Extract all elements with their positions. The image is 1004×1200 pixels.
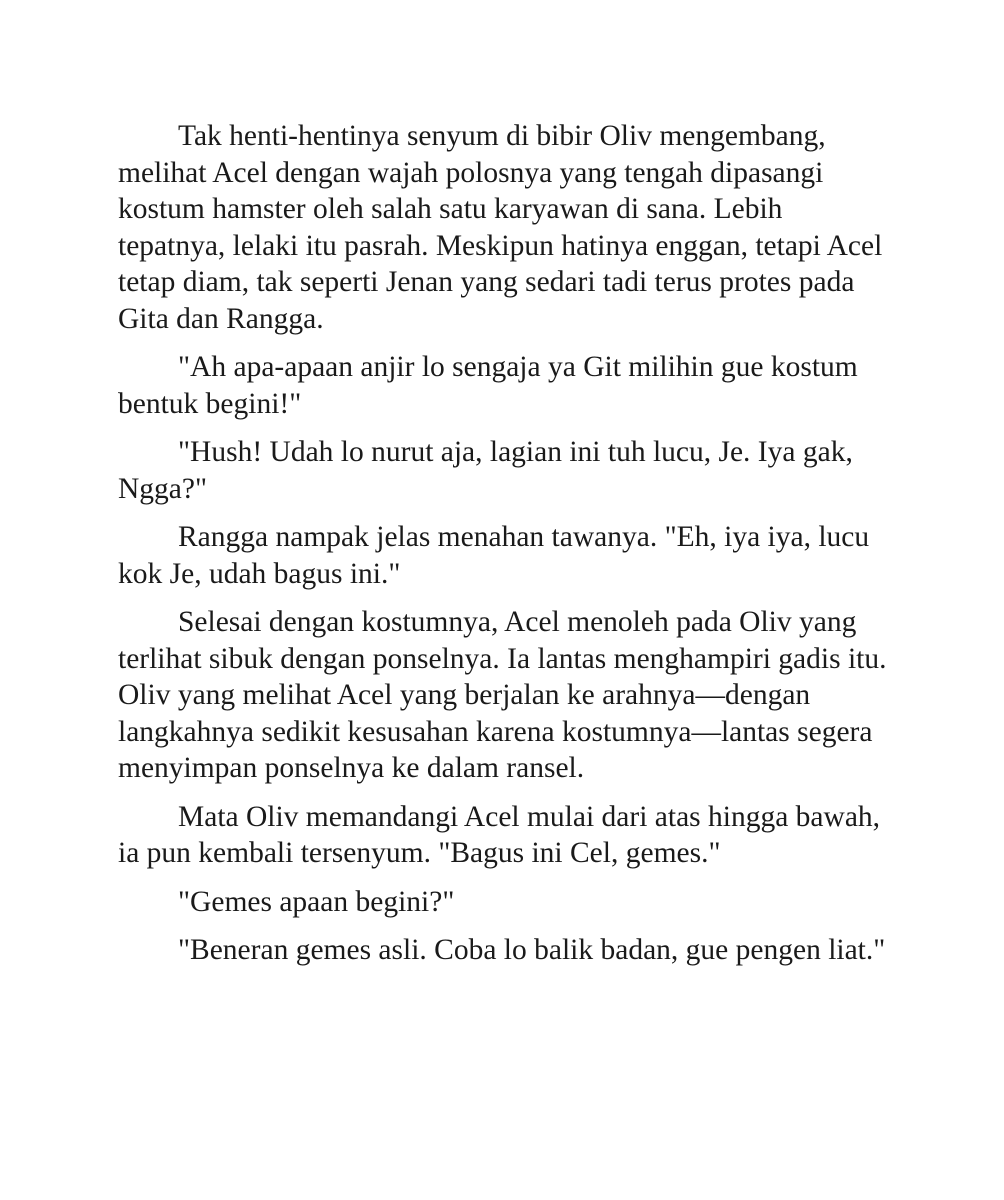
paragraph-7: "Gemes apaan begini?" <box>178 885 455 918</box>
paragraph-5: Selesai dengan kostumnya, Acel menoleh pada Oliv yang terlihat sibuk dengan ponselnya. Ia lantas menghampiri gadis itu. Oliv yang melihat Acel yang berjalan ke arahnya—dengan langkahnya sedikit kesusahan karena kostumnya—lantas segera menyimpan ponselnya ke dalam ransel. <box>118 606 887 784</box>
document-page <box>118 118 894 981</box>
paragraph-4: Rangga nampak jelas menahan tawanya. "Eh, iya iya, lucu kok Je, udah bagus ini." <box>118 521 870 590</box>
paragraph-3: "Hush! Udah lo nurut aja, lagian ini tuh lucu, Je. Iya gak, Ngga?" <box>118 436 853 505</box>
paragraph-2: "Ah apa-apaan anjir lo sengaja ya Git milihin gue kostum bentuk begini!" <box>118 351 858 420</box>
paragraph-6: Mata Oliv memandangi Acel mulai dari atas hingga bawah, ia pun kembali tersenyum. "Bagus ini Cel, gemes." <box>118 800 881 869</box>
paragraph-8: "Beneran gemes asli. Coba lo balik badan, gue pengen liat." <box>178 934 886 966</box>
paragraph-1: Tak henti-hentinya senyum di bibir Oliv mengembang, melihat Acel dengan wajah polosnya yang tengah dipasangi kostum hamster oleh salah satu karyawan di sana. Lebih tepatnya, lelaki itu pasrah. Meskipun hatinya enggan, tetapi Acel tetap diam, tak seperti Jenan yang sedari tadi terus protes pada Gita dan Rangga. <box>118 120 883 335</box>
